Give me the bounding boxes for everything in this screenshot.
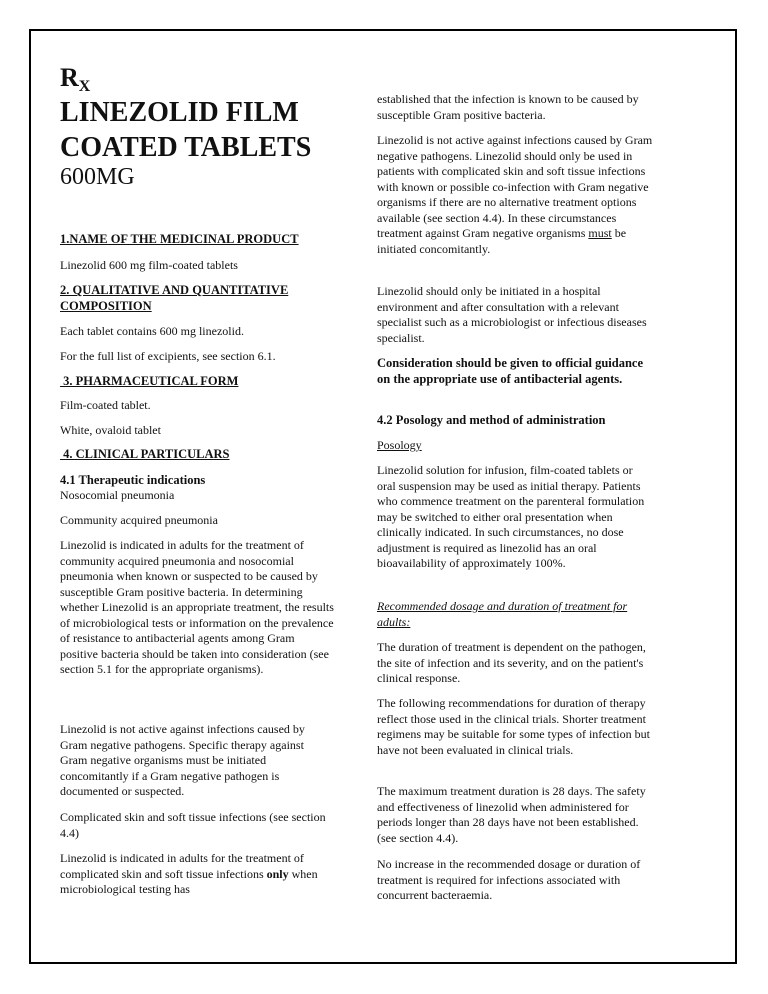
indication-paragraph-1: Linezolid is indicated in adults for the treatment of community acquired pneumonia and nosocomial pneumonia when known or suspected to be caused by susceptible Gram positive bacteria. In determining whether Linezolid is an appropriate treatment, the results of microbiological tests or information on the prevalence of resistance to antibacterial agents among Gram positive bacteria should be taken into consideration (see section 5.1 for the appropriate organisms). (60, 538, 334, 676)
section-2-text-2: For the full list of excipients, see section 6.1. (60, 349, 276, 363)
official-guidance-note: Consideration should be given to official guidance on the appropriate use of antibacterial agents. (377, 356, 643, 386)
section-4-2-heading: 4.2 Posology and method of administration (377, 413, 606, 427)
indication-paragraph-3-a: Linezolid is indicated in adults for the treatment of complicated skin and soft tissue infections (60, 851, 304, 881)
posology-paragraph: Linezolid solution for infusion, film-coated tablets or oral suspension may be used as initial therapy. Patients who commence treatment on the parenteral formulation may be switched to either oral presentation when clinically indicated. In such circumstances, no dose adjustment is required as linezolid has an oral bioavailability of approximately 100%. (377, 463, 645, 570)
title-line-1: LINEZOLID FILM (60, 97, 299, 128)
section-3-text-1: Film-coated tablet. (60, 398, 151, 412)
dose-label: 600MG (60, 164, 135, 190)
section-3-text-2: White, ovaloid tablet (60, 423, 161, 437)
section-2-text-1: Each tablet contains 600 mg linezolid. (60, 324, 244, 338)
skin-infections-heading: Complicated skin and soft tissue infections (see section 4.4) (60, 810, 326, 840)
indication-emphasis-only: only (266, 866, 289, 881)
section-1-text: Linezolid 600 mg film-coated tablets (60, 258, 238, 272)
right-paragraph-3: Linezolid should only be initiated in a hospital environment and after consultation with a relevant specialist such as a microbiologist or infectious diseases specialist. (377, 284, 647, 345)
duration-paragraph-3: The maximum treatment duration is 28 days. The safety and effectiveness of linezolid when administered for periods longer than 28 days have not been established. (see section 4.4). (377, 784, 646, 845)
rx-subscript: X (78, 78, 91, 95)
rx-letter: R (60, 63, 79, 92)
section-4-heading: 4. CLINICAL PARTICULARS (60, 447, 230, 461)
duration-paragraph-2: The following recommendations for duration of therapy reflect those used in the clinical trials. Shorter treatment regimens may be suitable for some types of infection but have not been evaluated in clinical trials. (377, 696, 650, 757)
posology-subheading: Posology (377, 438, 422, 452)
section-4-1-subheading: Nosocomial pneumonia (60, 488, 175, 502)
title-line-2: COATED TABLETS (60, 132, 312, 163)
right-paragraph-2-a: Linezolid is not active against infections caused by Gram negative pathogens. Linezolid should only be used in patients with complicated skin and soft tissue infections with known or possible co-infection with Gram negative organisms if there are no alternative treatment options available (see section 4.4). In these circumstances treatment against Gram negative organisms (377, 133, 653, 240)
indication-paragraph-3 (60, 851, 334, 898)
community-pneumonia-label: Community acquired pneumonia (60, 513, 218, 527)
right-paragraph-2-c: be initiated concomitantly. (377, 226, 627, 256)
duration-paragraph-4: No increase in the recommended dosage or duration of treatment is required for infections associated with concurrent bacteraemia. (377, 857, 641, 902)
section-1-heading: 1.NAME OF THE MEDICINAL PRODUCT (60, 232, 299, 246)
indication-paragraph-3-c: when microbiological testing has (60, 866, 318, 896)
right-emphasis-must: must (588, 226, 612, 240)
indication-paragraph-2: Linezolid is not active against infections caused by Gram negative pathogens. Specific therapy against Gram negative organisms must be initiated concomitantly if a Gram negative pathogen is documented or suspected. (60, 722, 305, 798)
section-2-heading: 2. QUALITATIVE AND QUANTITATIVE COMPOSITION (60, 283, 289, 313)
recommended-dosage-heading: Recommended dosage and duration of treatment for adults: (377, 599, 628, 629)
right-paragraph-1: established that the infection is known to be caused by susceptible Gram positive bacteria. (377, 92, 639, 122)
document-title (60, 95, 311, 165)
duration-paragraph-1: The duration of treatment is dependent on the pathogen, the site of infection and its severity, and on the patient's clinical response. (377, 640, 646, 685)
right-paragraph-2 (377, 133, 653, 257)
section-3-heading: 3. PHARMACEUTICAL FORM (60, 374, 239, 388)
section-4-1-heading: 4.1 Therapeutic indications (60, 473, 206, 487)
